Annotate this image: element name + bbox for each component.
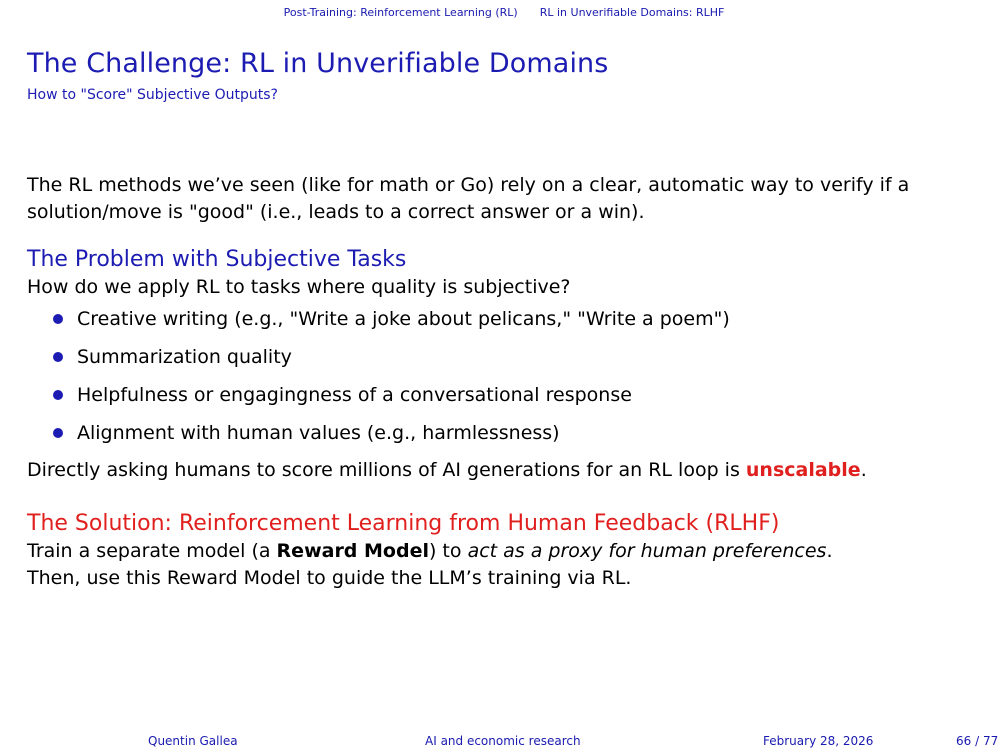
reward-model-term: Reward Model bbox=[276, 540, 429, 562]
footer-page-number: 66 / 77 bbox=[956, 734, 999, 748]
slide-content bbox=[27, 172, 987, 592]
footer-talk-title: AI and economic research bbox=[425, 734, 581, 748]
list-item-text: Summarization quality bbox=[77, 346, 292, 368]
solution-text: ) to bbox=[428, 540, 468, 562]
list-item bbox=[47, 381, 987, 409]
solution-block-title: The Solution: Reinforcement Learning from Human Feedback (RLHF) bbox=[27, 511, 780, 536]
list-item bbox=[47, 305, 987, 333]
solution-line-1 bbox=[27, 538, 987, 565]
solution-text: Train a separate model (a bbox=[27, 540, 277, 562]
problem-block-title: The Problem with Subjective Tasks bbox=[27, 247, 407, 272]
intro-paragraph: The RL methods we’ve seen (like for math or Go) rely on a clear, automatic way to verify if a solution/move is "good" (i.e., leads to a correct answer or a win). bbox=[27, 174, 910, 223]
list-item-text: Helpfulness or engagingness of a conversational response bbox=[77, 384, 632, 406]
proxy-emphasis: act as a proxy for human preferences bbox=[467, 540, 827, 562]
problem-conclusion bbox=[27, 457, 987, 484]
subjective-task-list bbox=[27, 305, 987, 447]
list-item-text: Alignment with human values (e.g., harmlessness) bbox=[77, 422, 560, 444]
bullet-icon bbox=[53, 314, 63, 324]
list-item bbox=[47, 343, 987, 371]
list-item-text: Creative writing (e.g., "Write a joke about pelicans," "Write a poem") bbox=[77, 308, 730, 330]
nav-section[interactable]: Post-Training: Reinforcement Learning (RL) bbox=[283, 6, 518, 19]
nav-subsection[interactable]: RL in Unverifiable Domains: RLHF bbox=[539, 6, 725, 19]
conclusion-period: . bbox=[860, 459, 867, 481]
footer bbox=[0, 732, 1008, 752]
solution-line-2: Then, use this Reward Model to guide the LLM’s training via RL. bbox=[27, 567, 632, 589]
list-item bbox=[47, 419, 987, 447]
problem-lead: How do we apply RL to tasks where quality is subjective? bbox=[27, 276, 571, 298]
footer-date: February 28, 2026 bbox=[763, 734, 874, 748]
header-navigation bbox=[0, 6, 1008, 19]
bullet-icon bbox=[53, 428, 63, 438]
slide-subtitle: How to "Score" Subjective Outputs? bbox=[27, 87, 278, 103]
solution-period: . bbox=[826, 540, 833, 562]
alert-unscalable: unscalable bbox=[745, 459, 861, 481]
slide-title: The Challenge: RL in Unverifiable Domains bbox=[27, 48, 609, 79]
footer-author: Quentin Gallea bbox=[148, 734, 238, 748]
bullet-icon bbox=[53, 352, 63, 362]
conclusion-text: Directly asking humans to score millions of AI generations for an RL loop is bbox=[27, 459, 746, 481]
bullet-icon bbox=[53, 390, 63, 400]
